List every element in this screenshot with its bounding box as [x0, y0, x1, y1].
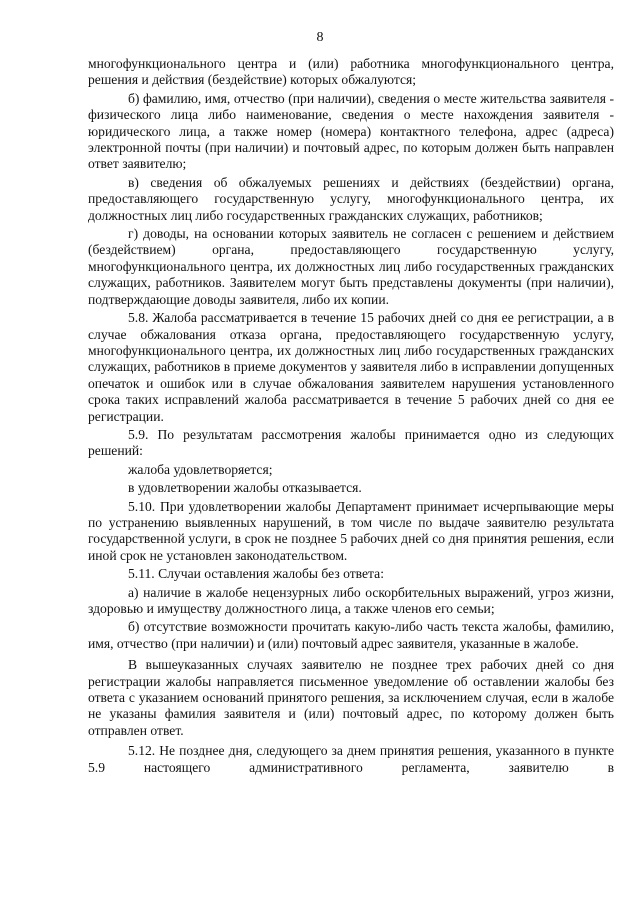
decision-option-refused: в удовлетворении жалобы отказывается.: [128, 480, 362, 496]
paragraph-5-11-no-reply-cases: 5.11. Случаи оставления жалобы без ответа:: [128, 566, 384, 582]
paragraph-5-8-review-period: 5.8. Жалоба рассматривается в течение 15 рабочих дней со дня ее регистрации, а в случае обжалования отказа органа, предоставляющего государственную услугу, многофункционального центра, их должностных лиц либо государственных гражданских служащих, работников в приеме документов у заявителя либо в исправлении допущенных опечаток и ошибок или в случае обжалования заявителем нарушения установленного срока таких исправлений жалоба рассматривается в течение 5 рабочих дней со дня ее регистрации.: [88, 310, 614, 424]
paragraph-item-b-unreadable-text: б) отсутствие возможности прочитать какую-либо часть текста жалобы, фамилию, имя, отчество (при наличии) и (или) почтовый адрес заявителя, указанные в жалобе.: [88, 619, 614, 651]
document-body: [88, 56, 614, 776]
paragraph-item-a-obscene-language: а) наличие в жалобе нецензурных либо оскорбительных выражений, угроз жизни, здоровью и имуществу должностного лица, а также членов его семьи;: [88, 584, 614, 616]
paragraph-5-12-reply-deadline: 5.12. Не позднее дня, следующего за днем принятия решения, указанного в пункте 5.9 настоящего административного регламента, заявителю в: [88, 743, 614, 775]
decision-option-satisfied: жалоба удовлетворяется;: [128, 461, 273, 477]
paragraph-notification: В вышеуказанных случаях заявителю не позднее трех рабочих дней со дня регистрации жалобы направляется письменное уведомление об оставлении жалобы без ответа с указанием оснований принятого решения, за исключением случая, если в жалобе не указаны фамилия заявителя и (или) почтовый адрес, по которому должен быть отправлен ответ.: [88, 657, 614, 738]
paragraph-item-v-appealed-decisions: в) сведения об обжалуемых решениях и действиях (бездействии) органа, предоставляющего государственную услугу, многофункционального центра, их должностных лиц либо государственных гражданских служащих, работников;: [88, 174, 614, 223]
page-number: 8: [316, 30, 324, 45]
paragraph-item-g-arguments: г) доводы, на основании которых заявитель не согласен с решением и действием (бездействием) органа, предоставляющего государственную услугу, многофункционального центра, их должностных лиц либо государственных гражданских служащих, работников. Заявителем могут быть представлены документы (при наличии), подтверждающие доводы заявителя, либо их копии.: [88, 226, 614, 307]
paragraph-5-10-measures: 5.10. При удовлетворении жалобы Департамент принимает исчерпывающие меры по устранению выявленных нарушений, в том числе по выдаче заявителю результата государственной услуги, в срок не позднее 5 рабочих дней со дня принятия решения, если иной срок не установлен законодательством.: [88, 498, 614, 563]
paragraph-item-b-applicant-details: б) фамилию, имя, отчество (при наличии), сведения о месте жительства заявителя - физического лица либо наименование, сведения о месте нахождения заявителя - юридического лица, а также номер (номера) контактного телефона, адрес (адреса) электронной почты (при наличии) и почтовый адрес, по которым должен быть направлен ответ заявителю;: [88, 90, 614, 172]
paragraph-continuation: многофункционального центра и (или) работника многофункционального центра, решения и действия (бездействие) которых обжалуются;: [88, 56, 614, 88]
paragraph-5-9-decisions: 5.9. По результатам рассмотрения жалобы принимается одно из следующих решений:: [88, 426, 614, 459]
